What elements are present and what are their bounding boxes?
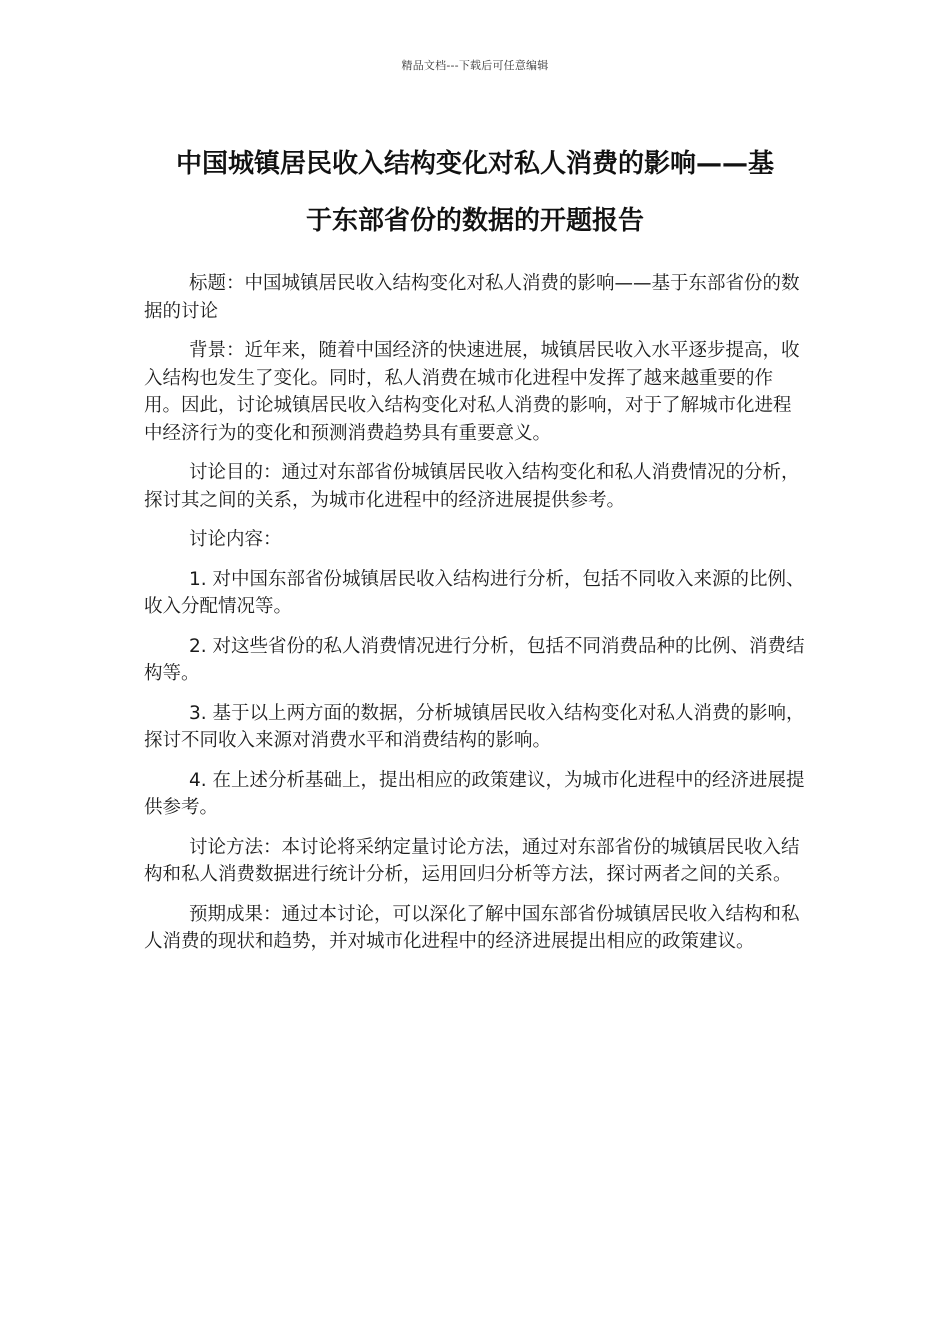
header-note: 精品文档---下载后可任意编辑	[401, 59, 549, 72]
paragraph-title: 标题：中国城镇居民收入结构变化对私人消费的影响——基于东部省份的数据的讨论	[144, 273, 800, 322]
paragraph-expected-results: 预期成果：通过本讨论，可以深化了解中国东部省份城镇居民收入结构和私人消费的现状和趋势，并对城市化进程中的经济进展提出相应的政策建议。	[144, 903, 800, 952]
title-line-1: 中国城镇居民收入结构变化对私人消费的影响——基	[175, 149, 774, 179]
paragraph-content-item-1: 1. 对中国东部省份城镇居民收入结构进行分析，包括不同收入来源的比例、收入分配情况等。	[144, 568, 805, 617]
paragraph-content-item-2: 2. 对这些省份的私人消费情况进行分析，包括不同消费品种的比例、消费结构等。	[144, 635, 805, 684]
paragraph-content-item-3: 3. 基于以上两方面的数据，分析城镇居民收入结构变化对私人消费的影响，探讨不同收入来源对消费水平和消费结构的影响。	[144, 702, 805, 751]
paragraph-background: 背景：近年来，随着中国经济的快速进展，城镇居民收入水平逐步提高，收入结构也发生了变化。同时，私人消费在城市化进程中发挥了越来越重要的作用。因此，讨论城镇居民收入结构变化对私人消费的影响，对于了解城市化进程中经济行为的变化和预测消费趋势具有重要意义。	[144, 340, 800, 444]
paragraph-method: 讨论方法：本讨论将采纳定量讨论方法，通过对东部省份的城镇居民收入结构和私人消费数据进行统计分析，运用回归分析等方法，探讨两者之间的关系。	[144, 836, 800, 885]
paragraph-content-heading: 讨论内容：	[189, 529, 282, 550]
document-title	[130, 136, 820, 250]
paragraph-purpose: 讨论目的：通过对东部省份城镇居民收入结构变化和私人消费情况的分析，探讨其之间的关系，为城市化进程中的经济进展提供参考。	[144, 462, 800, 511]
paragraph-content-item-4: 4. 在上述分析基础上，提出相应的政策建议，为城市化进程中的经济进展提供参考。	[144, 769, 805, 818]
document-body	[144, 270, 808, 968]
title-line-2: 于东部省份的数据的开题报告	[305, 206, 644, 236]
